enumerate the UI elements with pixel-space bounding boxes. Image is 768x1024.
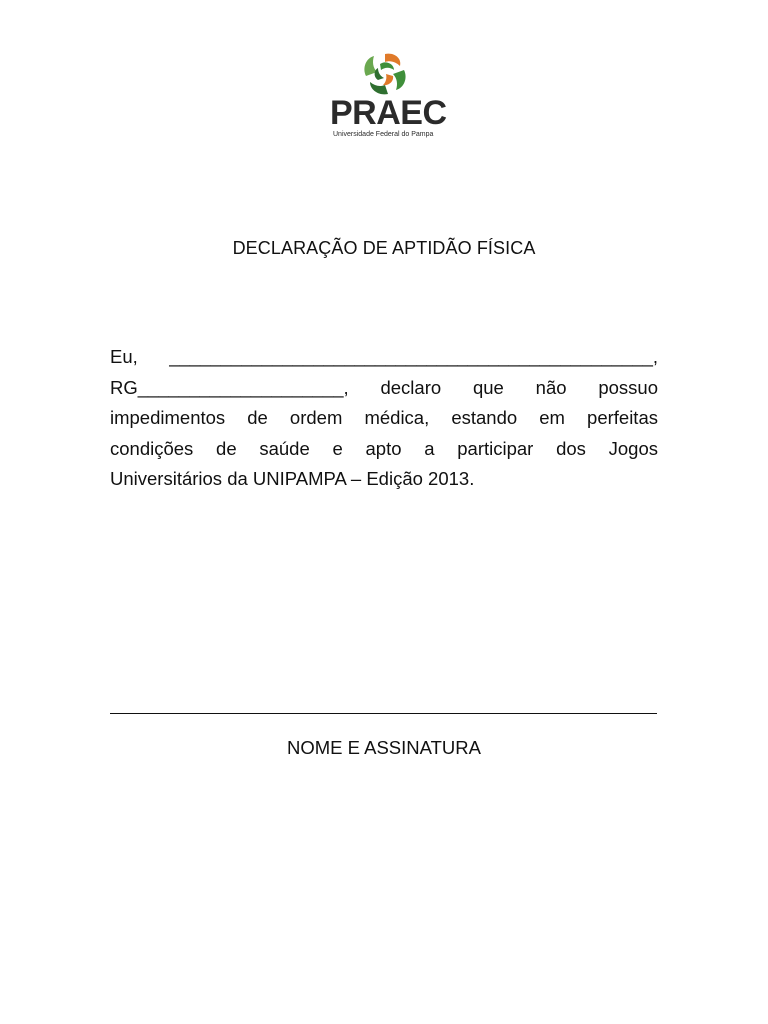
signature-label: NOME E ASSINATURA: [287, 737, 481, 758]
declaration-line-5: Universitários da UNIPAMPA – Edição 2013.: [110, 468, 475, 489]
declaration-line-3: impedimentos de ordem médica, estando em perfeitas: [110, 407, 658, 428]
logo-subtitle: Universidade Federal do Pampa: [333, 131, 434, 138]
praec-logo: [316, 50, 456, 142]
declaration-line-name: Eu, _______________________________________________,: [110, 346, 658, 367]
signature-line: [110, 713, 657, 714]
praec-swirl-icon: [360, 50, 410, 96]
declaration-paragraph: [110, 342, 658, 495]
logo-wordmark: PRAEC: [330, 94, 447, 132]
document-title: DECLARAÇÃO DE APTIDÃO FÍSICA: [232, 238, 536, 258]
declaration-line-rg: RG____________________, declaro que não possuo: [110, 376, 658, 398]
declaration-line-4: condições de saúde e apto a participar dos Jogos: [110, 437, 658, 459]
